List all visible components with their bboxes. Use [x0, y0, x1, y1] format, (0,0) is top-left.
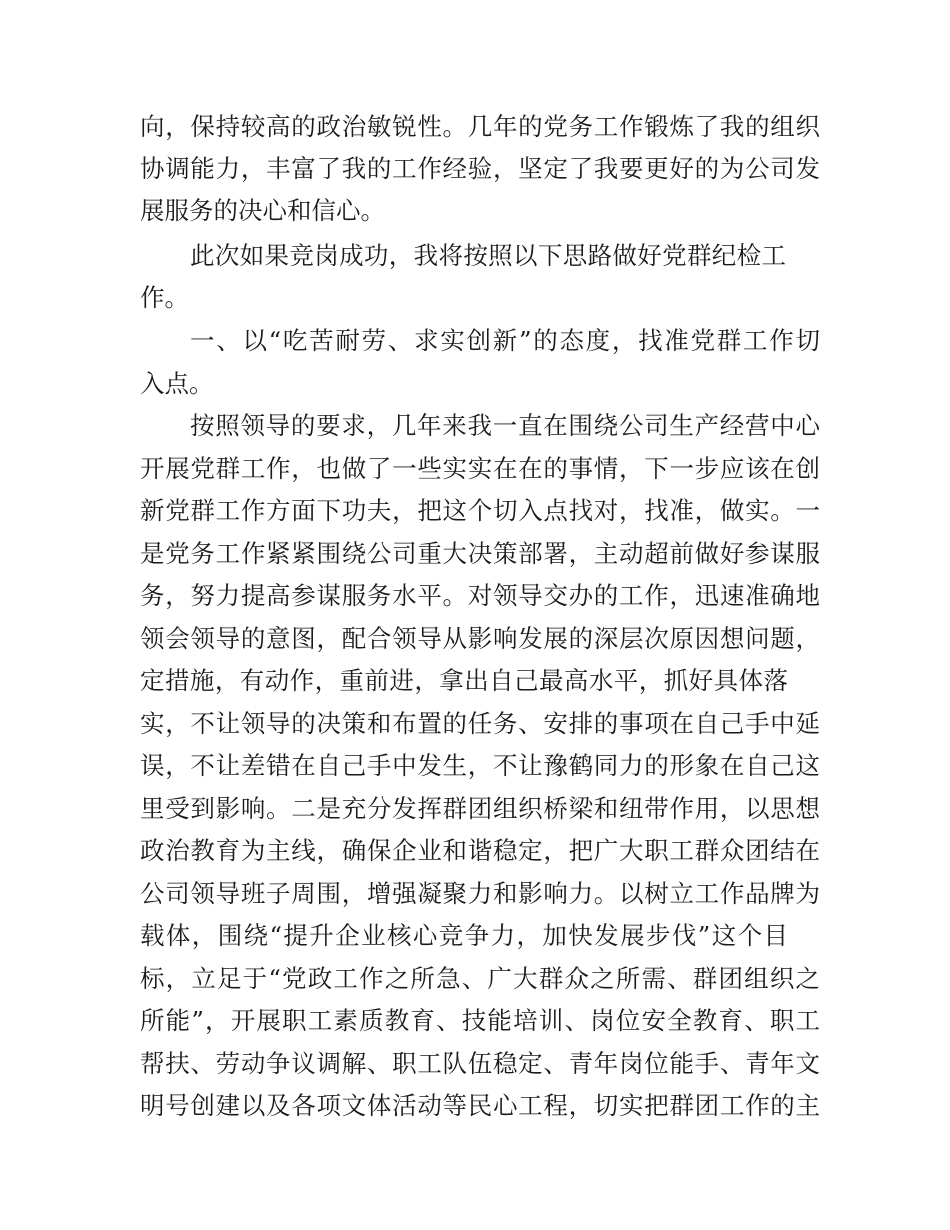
text-line: 所能”，开展职工素质教育、技能培训、岗位安全教育、职工	[140, 1006, 820, 1035]
text-line: 误，不让差错在自己手中发生，不让豫鹤同力的形象在自己这	[140, 751, 820, 780]
text-line: 实，不让领导的决策和布置的任务、安排的事项在自己手中延	[140, 709, 820, 738]
text-line: 新党群工作方面下功夫，把这个切入点找对，找准，做实。一	[140, 496, 820, 525]
text-line: 明号创建以及各项文体活动等民心工程，切实把群团工作的主	[140, 1091, 820, 1120]
text-line: 入点。	[140, 369, 214, 398]
text-line: 载体，围绕“提升企业核心竞争力，加快发展步伐”这个目	[140, 921, 788, 950]
text-line: 作。	[140, 283, 189, 312]
text-line: 里受到影响。二是充分发挥群团组织桥梁和纽带作用，以思想	[140, 794, 820, 823]
text-line: 是党务工作紧紧围绕公司重大决策部署，主动超前做好参谋服	[140, 539, 820, 568]
text-line: 开展党群工作，也做了一些实实在在的事情，下一步应该在创	[140, 454, 820, 483]
text-line: 向，保持较高的政治敏锐性。几年的党务工作锻炼了我的组织	[140, 112, 820, 141]
text-line: 政治教育为主线，确保企业和谐稳定，把广大职工群众团结在	[140, 836, 820, 865]
text-line: 标，立足于“党政工作之所急、广大群众之所需、群团组织之	[140, 964, 820, 993]
text-line: 领会领导的意图，配合领导从影响发展的深层次原因想问题，	[140, 624, 820, 653]
text-line: 协调能力，丰富了我的工作经验，坚定了我要更好的为公司发	[140, 154, 820, 183]
paragraph-first-line: 此次如果竞岗成功，我将按照以下思路做好党群纪检工	[190, 241, 786, 270]
text-line: 公司领导班子周围，增强凝聚力和影响力。以树立工作品牌为	[140, 879, 820, 908]
text-line: 帮扶、劳动争议调解、职工队伍稳定、青年岗位能手、青年文	[140, 1049, 820, 1078]
paragraph-first-line: 一、以“吃苦耐劳、求实创新”的态度，找准党群工作切	[190, 326, 820, 355]
text-line: 务，努力提高参谋服务水平。对领导交办的工作，迅速准确地	[140, 581, 820, 610]
text-line: 展服务的决心和信心。	[140, 196, 385, 225]
text-line: 定措施，有动作，重前进，拿出自己最高水平，抓好具体落	[140, 666, 788, 695]
paragraph-first-line: 按照领导的要求，几年来我一直在围绕公司生产经营中心	[190, 411, 820, 440]
